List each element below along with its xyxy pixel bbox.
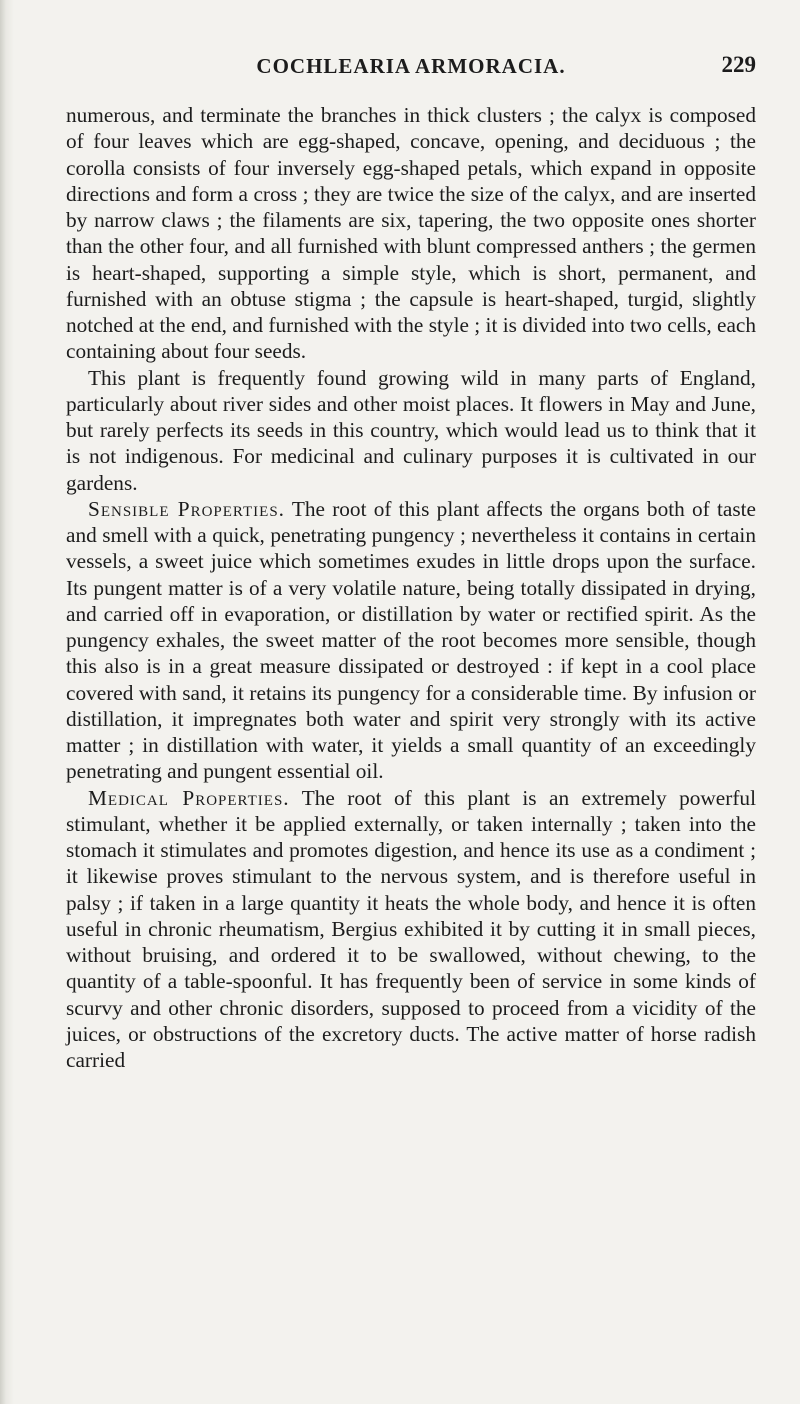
running-title: COCHLEARIA ARMORACIA. — [256, 54, 566, 78]
page-binding-edge — [0, 0, 14, 1404]
running-head — [66, 44, 756, 84]
page-number: 229 — [721, 52, 756, 77]
paragraph-habitat: This plant is frequently found growing wild in many parts of England, particularly about river sides and other moist places. It flowers in May and June, but rarely perfects its seeds in this country, which would lead us to think that it is not indigenous. For medicinal and culinary purposes it is cultivated in our gardens. — [66, 365, 756, 495]
sensible-properties-text: The root of this plant affects the organs both of taste and smell with a quick, penetrating pungency ; nevertheless it contains in certain vessels, a sweet juice which sometimes exudes in little drops upon the surface. Its pungent matter is of a very volatile nature, being totally dissipated in drying, and carried off in evaporation, or distillation by water or rectified spirit. As the pungency exhales, the sweet matter of the root becomes more sensible, though this also is in a great measure dissipated or destroyed : if kept in a cool place covered with sand, it retains its pungency for a considerable time. By infusion or distillation, it impregnates both water and spirit very strongly with its active matter ; in distillation with water, it yields a small quantity of an exceedingly penetrating and pungent essential oil. — [66, 496, 756, 784]
section-heading-medical-properties: Medical Properties. — [88, 785, 290, 810]
section-heading-sensible-properties: Sensible Properties. — [88, 496, 286, 521]
book-page — [66, 44, 756, 1073]
paragraph-sensible-properties — [66, 496, 756, 785]
paragraph-medical-properties — [66, 785, 756, 1074]
medical-properties-text: The root of this plant is an extremely powerful stimulant, whether it be applied externally, or taken internally ; taken into the stomach it stimulates and promotes digestion, and hence its use as a condiment ; it likewise proves stimulant to the nervous system, and is therefore useful in palsy ; if taken in a large quantity it heats the whole body, and hence it is often useful in chronic rheumatism, Bergius exhibited it by cutting it in small pieces, without bruising, and ordered it to be swallowed, without chewing, to the quantity of a table-spoonful. It has frequently been of service in some kinds of scurvy and other chronic disorders, supposed to proceed from a vicidity of the juices, or obstructions of the excretory ducts. The active matter of horse radish carried — [66, 785, 756, 1072]
body-text — [66, 102, 756, 1073]
paragraph-description: numerous, and terminate the branches in thick clusters ; the calyx is composed of four leaves which are egg-shaped, concave, opening, and deciduous ; the corolla consists of four inversely egg-shaped petals, which expand in opposite directions and form a cross ; they are twice the size of the calyx, and are inserted by narrow claws ; the filaments are six, tapering, the two opposite ones shorter than the other four, and all furnished with blunt compressed anthers ; the germen is heart-shaped, supporting a simple style, which is short, permanent, and furnished with an obtuse stigma ; the capsule is heart-shaped, turgid, slightly notched at the end, and furnished with the style ; it is divided into two cells, each containing about four seeds. — [66, 103, 756, 364]
